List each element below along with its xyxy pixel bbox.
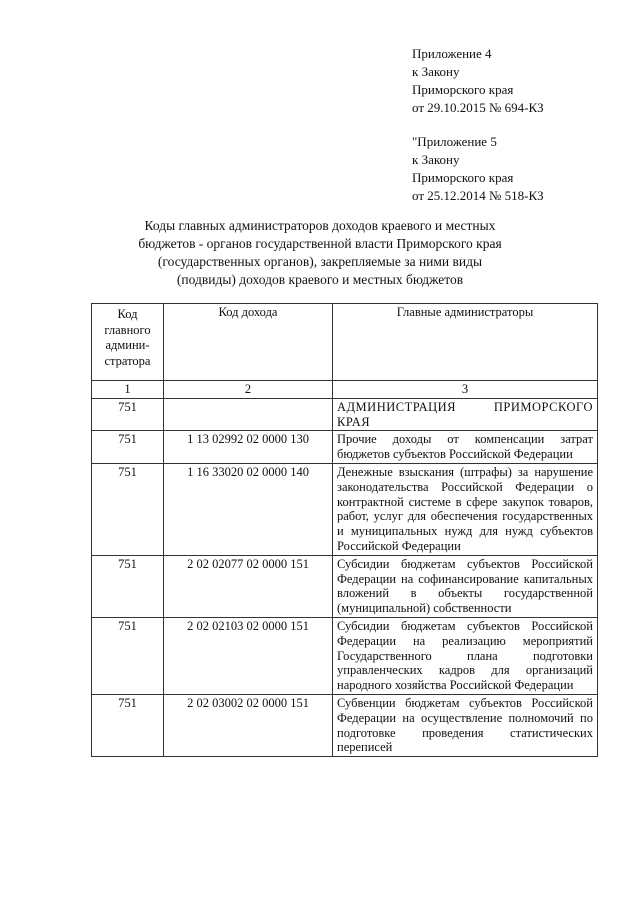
header-administrators: Главные администраторы [333, 304, 598, 381]
administrator-name-cell: Прочие доходы от компенсации затрат бюджетов субъектов Российской Федерации [333, 431, 598, 464]
appendix-line: от 29.10.2015 № 694-КЗ [412, 100, 544, 115]
admin-code-cell: 751 [92, 398, 164, 431]
income-code-cell: 2 02 02103 02 0000 151 [164, 617, 333, 694]
admin-code-cell: 751 [92, 617, 164, 694]
appendix-header-2 [412, 133, 612, 205]
appendix-line: Приложение 4 [412, 46, 492, 61]
appendix-line: к Закону [412, 64, 460, 79]
table-number-row [92, 381, 598, 399]
header-admin-code: Код главного админи-стратора [92, 304, 164, 381]
income-code-cell: 1 13 02992 02 0000 130 [164, 431, 333, 464]
administrator-name-cell: Денежные взыскания (штрафы) за нарушение законодательства Российской Федерации о контрактной системе в сфере закупок товаров, работ, услуг для обеспечения государственных и муниципальных нужд для нужд субъектов Российской Федерации [333, 463, 598, 555]
income-code-cell [164, 398, 333, 431]
table-row [92, 555, 598, 617]
admin-code-cell: 751 [92, 555, 164, 617]
appendix-line: к Закону [412, 152, 460, 167]
income-code-cell: 1 16 33020 02 0000 140 [164, 463, 333, 555]
column-number: 3 [333, 381, 598, 399]
admin-code-cell: 751 [92, 431, 164, 464]
column-number: 2 [164, 381, 333, 399]
title-line: Коды главных администраторов доходов краевого и местных [144, 218, 496, 233]
income-code-cell: 2 02 03002 02 0000 151 [164, 694, 333, 756]
table-row [92, 398, 598, 431]
appendix-header-1 [412, 45, 612, 117]
table-header-row [92, 304, 598, 381]
income-code-cell: 2 02 02077 02 0000 151 [164, 555, 333, 617]
admin-code-cell: 751 [92, 463, 164, 555]
table-row [92, 431, 598, 464]
administrator-name-cell: АДМИНИСТРАЦИЯ ПРИМОРСКОГО КРАЯ [333, 398, 598, 431]
appendix-line: от 25.12.2014 № 518-КЗ [412, 188, 544, 203]
table-row [92, 463, 598, 555]
title-line: (подвиды) доходов краевого и местных бюджетов [176, 272, 464, 287]
appendix-line: Приморского края [412, 170, 514, 185]
table-row [92, 617, 598, 694]
title-line: (государственных органов), закрепляемые за ними виды [157, 254, 483, 269]
table-row [92, 694, 598, 756]
administrator-name-cell: Субсидии бюджетам субъектов Российской Федерации на реализацию мероприятий Государственного плана подготовки управленческих кадров для организаций народного хозяйства Российской Федерации [333, 617, 598, 694]
appendix-line: "Приложение 5 [412, 134, 497, 149]
header-income-code: Код дохода [164, 304, 333, 381]
administrator-name-cell: Субсидии бюджетам субъектов Российской Федерации на софинансирование капитальных вложений в объекты государственной (муниципальной) собственности [333, 555, 598, 617]
column-number: 1 [92, 381, 164, 399]
admin-code-cell: 751 [92, 694, 164, 756]
administrator-name-cell: Субвенции бюджетам субъектов Российской Федерации на осуществление полномочий по подготовке проведения статистических переписей [333, 694, 598, 756]
appendix-line: Приморского края [412, 82, 514, 97]
administrators-table [91, 303, 598, 757]
document-title [120, 217, 520, 289]
title-line: бюджетов - органов государственной власти Приморского края [138, 236, 502, 251]
